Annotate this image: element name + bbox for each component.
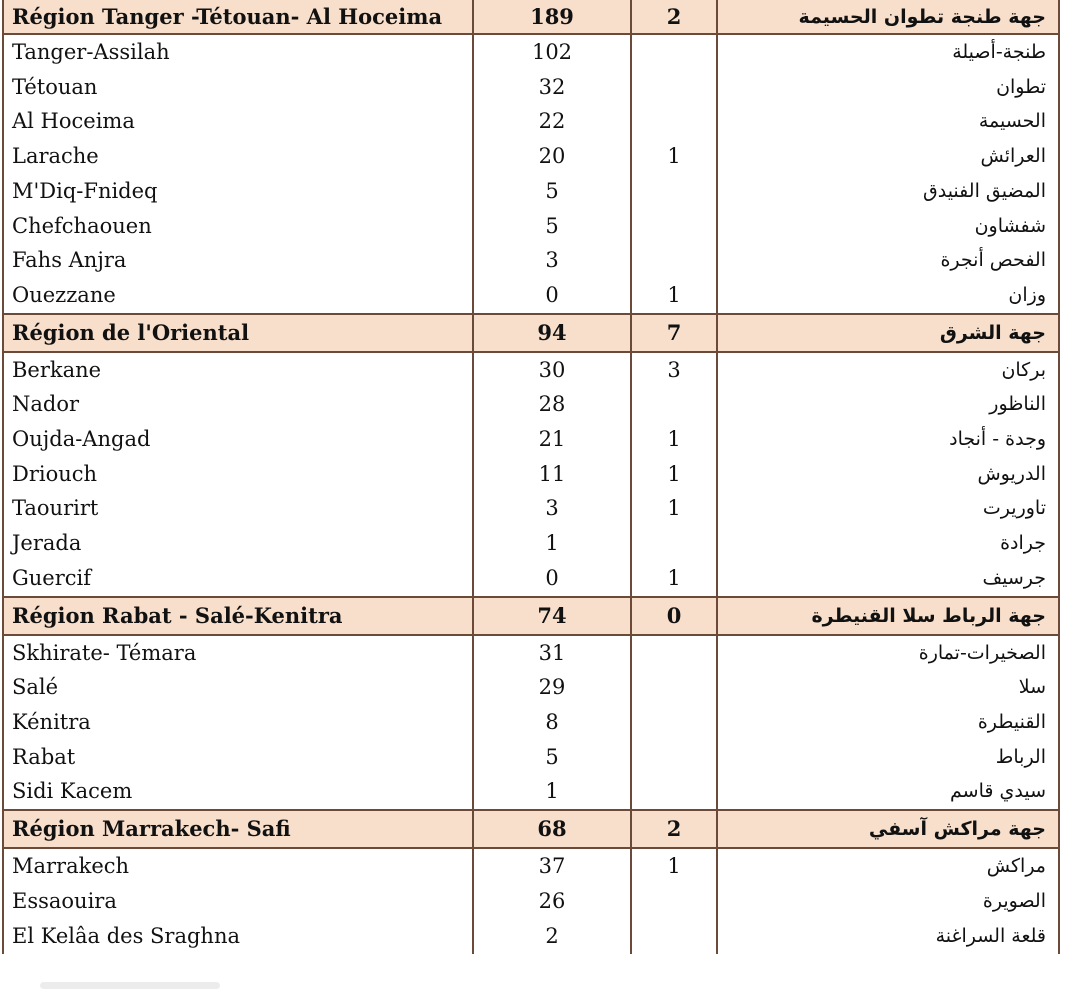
province-secondary-count xyxy=(631,209,717,244)
province-name-fr: Chefchaouen xyxy=(3,209,473,244)
region-secondary-count: 0 xyxy=(631,597,717,635)
region-name-fr: Région Tanger -Tétouan- Al Hoceima xyxy=(3,0,473,34)
province-secondary-count xyxy=(631,918,717,954)
table-row xyxy=(3,740,1059,775)
province-name-fr: Guercif xyxy=(3,561,473,597)
table-row xyxy=(3,457,1059,492)
province-name-fr: Essaouira xyxy=(3,884,473,919)
province-name-ar: سيدي قاسم xyxy=(717,774,1059,810)
table-row xyxy=(3,561,1059,597)
table-row xyxy=(3,70,1059,105)
province-count: 29 xyxy=(473,670,631,705)
province-secondary-count xyxy=(631,34,717,70)
scan-artifact xyxy=(40,982,220,989)
region-secondary-count: 2 xyxy=(631,0,717,34)
region-header-row xyxy=(3,314,1059,352)
province-name-fr: Nador xyxy=(3,387,473,422)
province-name-ar: تاوريرت xyxy=(717,491,1059,526)
table-row xyxy=(3,174,1059,209)
province-secondary-count xyxy=(631,884,717,919)
region-header-row xyxy=(3,0,1059,34)
region-name-fr: Région Marrakech- Safi xyxy=(3,810,473,848)
province-name-ar: الصويرة xyxy=(717,884,1059,919)
province-name-ar: وجدة - أنجاد xyxy=(717,422,1059,457)
province-name-fr: Oujda-Angad xyxy=(3,422,473,457)
province-count: 0 xyxy=(473,278,631,314)
province-count: 11 xyxy=(473,457,631,492)
province-secondary-count: 1 xyxy=(631,457,717,492)
region-name-fr: Région Rabat - Salé-Kenitra xyxy=(3,597,473,635)
province-name-fr: Larache xyxy=(3,139,473,174)
province-count: 0 xyxy=(473,561,631,597)
province-name-ar: قلعة السراغنة xyxy=(717,918,1059,954)
table-row xyxy=(3,34,1059,70)
province-secondary-count: 1 xyxy=(631,278,717,314)
table-row xyxy=(3,209,1059,244)
province-count: 5 xyxy=(473,740,631,775)
province-name-fr: Rabat xyxy=(3,740,473,775)
province-name-ar: الفحص أنجرة xyxy=(717,243,1059,278)
province-count: 26 xyxy=(473,884,631,919)
province-name-fr: M'Diq-Fnideq xyxy=(3,174,473,209)
province-name-fr: Tanger-Assilah xyxy=(3,34,473,70)
province-name-fr: Kénitra xyxy=(3,705,473,740)
province-count: 1 xyxy=(473,774,631,810)
province-count: 5 xyxy=(473,209,631,244)
table-row xyxy=(3,526,1059,561)
province-count: 20 xyxy=(473,139,631,174)
province-count: 32 xyxy=(473,70,631,105)
region-name-ar: جهة الشرق xyxy=(717,314,1059,352)
region-secondary-count: 2 xyxy=(631,810,717,848)
province-secondary-count: 3 xyxy=(631,352,717,388)
province-name-ar: العرائش xyxy=(717,139,1059,174)
province-secondary-count: 1 xyxy=(631,561,717,597)
province-name-ar: طنجة-أصيلة xyxy=(717,34,1059,70)
province-name-ar: الصخيرات-تمارة xyxy=(717,635,1059,671)
province-name-ar: سلا xyxy=(717,670,1059,705)
province-name-fr: Fahs Anjra xyxy=(3,243,473,278)
province-secondary-count xyxy=(631,104,717,139)
region-total: 94 xyxy=(473,314,631,352)
province-name-fr: Tétouan xyxy=(3,70,473,105)
table-row xyxy=(3,670,1059,705)
province-secondary-count xyxy=(631,174,717,209)
province-count: 102 xyxy=(473,34,631,70)
province-name-fr: Ouezzane xyxy=(3,278,473,314)
table-row xyxy=(3,918,1059,954)
table-row xyxy=(3,774,1059,810)
province-secondary-count xyxy=(631,705,717,740)
table-row xyxy=(3,387,1059,422)
province-name-fr: Al Hoceima xyxy=(3,104,473,139)
province-name-fr: Taourirt xyxy=(3,491,473,526)
province-name-ar: شفشاون xyxy=(717,209,1059,244)
region-total: 189 xyxy=(473,0,631,34)
province-secondary-count: 1 xyxy=(631,139,717,174)
province-name-ar: الرباط xyxy=(717,740,1059,775)
region-header-row xyxy=(3,597,1059,635)
province-name-ar: تطوان xyxy=(717,70,1059,105)
province-secondary-count xyxy=(631,387,717,422)
table-row xyxy=(3,104,1059,139)
province-secondary-count: 1 xyxy=(631,422,717,457)
province-name-fr: Skhirate- Témara xyxy=(3,635,473,671)
province-count: 5 xyxy=(473,174,631,209)
province-count: 37 xyxy=(473,848,631,884)
province-secondary-count xyxy=(631,70,717,105)
province-name-fr: El Kelâa des Sraghna xyxy=(3,918,473,954)
province-name-fr: Driouch xyxy=(3,457,473,492)
province-secondary-count xyxy=(631,774,717,810)
province-name-fr: Salé xyxy=(3,670,473,705)
table-row xyxy=(3,243,1059,278)
province-name-ar: جرسيف xyxy=(717,561,1059,597)
table-row xyxy=(3,705,1059,740)
province-secondary-count: 1 xyxy=(631,491,717,526)
table-row xyxy=(3,884,1059,919)
region-name-fr: Région de l'Oriental xyxy=(3,314,473,352)
table-row xyxy=(3,139,1059,174)
table-body xyxy=(3,0,1059,954)
province-name-ar: الدريوش xyxy=(717,457,1059,492)
province-name-ar: جرادة xyxy=(717,526,1059,561)
province-name-fr: Berkane xyxy=(3,352,473,388)
province-secondary-count xyxy=(631,526,717,561)
province-name-ar: الناظور xyxy=(717,387,1059,422)
table-row xyxy=(3,635,1059,671)
regional-cases-table xyxy=(2,0,1060,954)
province-count: 8 xyxy=(473,705,631,740)
province-secondary-count xyxy=(631,635,717,671)
province-count: 31 xyxy=(473,635,631,671)
province-count: 21 xyxy=(473,422,631,457)
province-name-ar: المضيق الفنيدق xyxy=(717,174,1059,209)
table-row xyxy=(3,848,1059,884)
province-count: 22 xyxy=(473,104,631,139)
table-row xyxy=(3,491,1059,526)
region-total: 68 xyxy=(473,810,631,848)
province-secondary-count xyxy=(631,740,717,775)
region-header-row xyxy=(3,810,1059,848)
province-count: 3 xyxy=(473,491,631,526)
province-count: 30 xyxy=(473,352,631,388)
region-secondary-count: 7 xyxy=(631,314,717,352)
province-count: 1 xyxy=(473,526,631,561)
province-count: 2 xyxy=(473,918,631,954)
region-name-ar: جهة الرباط سلا القنيطرة xyxy=(717,597,1059,635)
province-name-ar: الحسيمة xyxy=(717,104,1059,139)
region-name-ar: جهة طنجة تطوان الحسيمة xyxy=(717,0,1059,34)
province-name-fr: Jerada xyxy=(3,526,473,561)
province-name-ar: بركان xyxy=(717,352,1059,388)
province-secondary-count xyxy=(631,243,717,278)
province-secondary-count: 1 xyxy=(631,848,717,884)
province-name-fr: Sidi Kacem xyxy=(3,774,473,810)
region-total: 74 xyxy=(473,597,631,635)
province-secondary-count xyxy=(631,670,717,705)
province-name-ar: مراكش xyxy=(717,848,1059,884)
province-name-fr: Marrakech xyxy=(3,848,473,884)
table-row xyxy=(3,422,1059,457)
table-row xyxy=(3,278,1059,314)
province-count: 28 xyxy=(473,387,631,422)
region-name-ar: جهة مراكش آسفي xyxy=(717,810,1059,848)
province-name-ar: وزان xyxy=(717,278,1059,314)
province-name-ar: القنيطرة xyxy=(717,705,1059,740)
table-row xyxy=(3,352,1059,388)
province-count: 3 xyxy=(473,243,631,278)
